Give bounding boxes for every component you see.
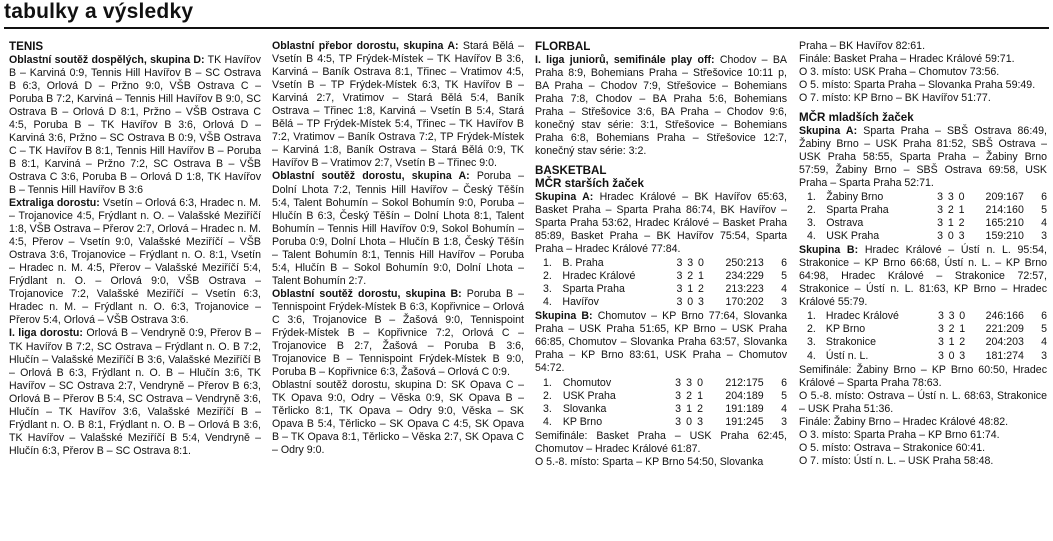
losses-cell: 2	[959, 336, 966, 349]
page-title: tabulky a výsledky	[4, 0, 194, 23]
score-cell: 209:167	[985, 190, 1024, 203]
wins-cell: 0	[687, 296, 694, 309]
table-row	[543, 377, 787, 390]
rank-cell: 1.	[807, 190, 816, 203]
rank-cell: 2.	[543, 389, 552, 402]
wins-cell: 2	[947, 204, 954, 217]
paragraph-text: Oblastní soutěž dorostu, skupina D: SK Opava C – TK Opava 9:0, Odry – Věska 0:9, SK Opava B – Těrlicko 8:1, TK Opava – Odry 9:0, Věska – SK Opava B 5:4, Těrlicko – SK Opava C 4:5, SK Opava B – TK Opava 8:1, Těrlicko – Věska 2:7, SK Opava C – Odry 9:0.	[272, 379, 524, 457]
paragraph	[535, 430, 787, 456]
paragraph	[535, 310, 787, 375]
score-cell: 212:175	[725, 376, 764, 389]
score-cell: 191:189	[725, 402, 764, 415]
paragraph	[535, 54, 787, 158]
paragraph-text: Finále: Žabiny Brno – Hradec Králové 48:82.	[799, 415, 1009, 428]
games-cell: 3	[938, 336, 944, 349]
score-cell: 181:274	[985, 349, 1024, 362]
paragraph-head: Skupina A:	[799, 124, 858, 137]
paragraph	[272, 379, 524, 457]
paragraph	[799, 125, 1047, 190]
table-row	[543, 416, 787, 429]
games-cell: 3	[675, 402, 682, 415]
points-cell: 5	[1041, 323, 1047, 336]
score-cell: 159:210	[985, 230, 1024, 243]
paragraph-text: O 7. místo: KP Brno – BK Havířov 51:77.	[799, 92, 991, 105]
paragraph-text: O 7. místo: Ústí n. L. – USK Praha 58:48.	[799, 454, 994, 467]
team-cell: Ústí n. L.	[825, 349, 869, 362]
games-cell: 3	[676, 296, 683, 309]
rank-cell: 4.	[543, 296, 552, 309]
paragraph-text: Orlová B – Vendryně 0:9, Přerov B – TK Havířov B 7:2, SC Ostrava – Frýdlant n. O. B 7:2, Hlučín – Valašské Meziříčí B 3:6, Valašské Meziříčí B – Orlová B 6:3, Frýdlant n. O. B – Hlučín 3:6, TK Havířov – SC Ostrava 2:7, Vendryně – Přerov B 6:3, Orlová B – Přerov B 5:4, SC Ostrava – Vendryně 3:6, Hlučín – TK Havířov 3:6, Valašské Meziříčí B – Frýdlant n. O. B 8:1, Frýdlant n. O. B – Orlová B 3:6, TK Havířov – Valašské Meziříčí B 5:4, Vendryně – Hlučín 6:3, Přerov B – SC Ostrava 8:1.	[9, 327, 261, 457]
team-cell: Slovanka	[562, 402, 607, 415]
paragraph-head: Skupina B:	[799, 244, 859, 257]
table-row	[543, 296, 787, 309]
losses-cell: 3	[959, 349, 966, 362]
wins-cell: 0	[686, 415, 693, 428]
paragraph	[799, 40, 1047, 53]
paragraph-text: Vsetín – Orlová 6:3, Hradec n. M. – Trojanovice 4:5, Frýdlant n. O. – Valašské Meziříčí 1:8, VŠB Ostrava – Přerov 2:7, Orlová – Hradec n. M. 4:5, Přerov – Vsetín 9:0, Valašské Meziříčí – VŠB Ostrava 3:6, Trojanovice – Frýdlant n. O. 8:1, Vsetín – Hradec n. M. 4:5, Přerov – Valašské Meziříčí 5:4, Frýdlant n. O. – Orlová 9:0, VŠB Ostrava – Trojanovice 7:2, Valašské Meziříčí – Vsetín 6:3, Hradec n. M. – Frýdlant n. O. 6:3, Trojanovice – Přerov 5:4, Orlová – VŠB Ostrava 3:6.	[9, 197, 261, 327]
score-cell: 213:223	[725, 283, 764, 296]
points-cell: 3	[781, 415, 787, 428]
points-cell: 4	[1041, 217, 1047, 230]
paragraph-text: Sparta Praha – SBŠ Ostrava 86:49, Žabiny Brno – USK Praha 81:52, SBŠ Ostrava – USK Praha 58:55, Sparta Praha – Žabiny Brno 57:59, Žabiny Brno – SBŠ Ostrava 69:58, USK Praha – Sparta Praha 52:71.	[799, 124, 1047, 189]
paragraph-head: I. liga dorostu:	[9, 327, 83, 340]
paragraph-head: Oblastní soutěž dorostu, skupina A:	[272, 170, 470, 183]
losses-cell: 3	[698, 296, 704, 309]
table-row	[543, 403, 787, 416]
paragraph	[799, 244, 1047, 309]
paragraph-head: Oblastní soutěž dorostu, skupina B:	[272, 287, 462, 300]
games-cell: 3	[937, 230, 944, 243]
wins-cell: 3	[947, 190, 954, 203]
table-row	[807, 350, 1047, 363]
losses-cell: 1	[959, 323, 966, 336]
paragraph-text: Hradec Králové – BK Havířov 65:63, Basket Praha – Sparta Praha 86:74, BK Havířov – Sparta Praha 53:62, Hradec Králové – Basket Praha 85:89, Basket Praha – BK Havířov 75:54, Sparta Praha – Hradec Králové 77:84.	[535, 190, 787, 256]
paragraph	[535, 456, 787, 469]
rank-cell: 4.	[543, 415, 552, 428]
losses-cell: 1	[958, 204, 965, 217]
paragraph	[799, 364, 1047, 390]
losses-cell: 2	[698, 283, 704, 296]
paragraph-text: Hradec Králové – Ústí n. L. 95:54, Strakonice – KP Brno 66:68, Ústí n. L. – KP Brno 64:98, Hradec Králové – Strakonice 72:57, Strakonice – Ústí n. L. 81:63, KP Brno – Hradec Králové 55:79.	[799, 244, 1047, 309]
games-cell: 3	[938, 349, 944, 362]
games-cell: 3	[938, 310, 944, 323]
paragraph-text: Poruba B – Tennispoint Frýdek-Místek B 6:3, Kopřivnice – Orlová C 3:6, Trojanovice B – Žašová 9:0, Tennispoint Frýdek-Místek B – Kopřivnice 7:2, Orlová C – Trojanovice B 2:7, Žašová – Poruba B 3:6, Trojanovice B – Tennispoint Frýdek-Místek B 9:0, Poruba B – Kopřivnice 6:3, Žašová – Orlová C 0:9.	[272, 287, 524, 379]
paragraph-head: Skupina B:	[535, 310, 593, 323]
paragraph	[799, 416, 1047, 429]
losses-cell: 3	[958, 230, 965, 243]
rank-cell: 4.	[807, 230, 816, 243]
paragraph	[799, 442, 1047, 455]
team-cell: Hradec Králové	[562, 270, 636, 283]
wins-cell: 3	[686, 376, 693, 389]
points-cell: 3	[1041, 230, 1047, 243]
points-cell: 6	[1041, 310, 1047, 323]
points-cell: 6	[781, 376, 787, 389]
games-cell: 3	[937, 190, 944, 203]
paragraph-text: Stará Bělá – Vsetín B 4:5, TP Frýdek-Místek – TK Havířov B 3:6, Karviná – Baník Ostrava 8:1, Třinec – Vratimov 4:5, Vsetín B – TP Frýdek-Místek 6:3, TK Havířov B – Karviná 2:7, Vratimov – Stará Bělá 5:4, Baník Ostrava – Třinec 1:8, Karviná – Vsetín B 5:4, Stará Bělá – TP Frýdek-Místek 5:4, Třinec – TK Havířov B 7:2, Vratimov – Baník Ostrava 7:2, TP Frýdek-Místek – Karviná 1:8, Baník Ostrava – Stará Bělá 0:9, TK Havířov B – Vratimov 2:7, Vsetín B – Třinec 9:0.	[272, 40, 524, 170]
games-cell: 3	[937, 217, 944, 230]
wins-cell: 1	[947, 217, 954, 230]
games-cell: 3	[676, 283, 683, 296]
paragraph-text: Praha – BK Havířov 82:61.	[799, 40, 926, 52]
wins-cell: 2	[686, 389, 693, 402]
paragraph-text: O 5. místo: Sparta Praha – Slovanka Praha 59:49.	[799, 79, 1036, 92]
subsection-heading: MČR mladších žaček	[799, 111, 914, 125]
title-rule	[4, 27, 1049, 29]
table-row	[543, 283, 787, 296]
paragraph-text: O 5. místo: Ostrava – Strakonice 60:41.	[799, 441, 986, 454]
paragraph-text: O 5.-8. místo: Ostrava – Ústí n. L. 68:63, Strakonice – USK Praha 51:36.	[799, 389, 1047, 415]
column-2	[272, 40, 524, 458]
subsection-heading: MČR starších žaček	[535, 177, 644, 191]
paragraph-text: Chodov – BA Praha 8:9, Bohemians Praha – Střešovice 10:11 p, BA Praha – Chodov 7:9, Střešovice – Bohemians Praha 7:8, Chodov – BA Praha 5:6, Bohemians Praha – Střešovice 3:6, BA Praha – Chodov 9:6, konečný stav série: 3:1, Střešovice – Bohemians Praha 6:8, Bohemians Praha – Střešovice 12:7, konečný stav série: 3:2.	[535, 53, 787, 157]
points-cell: 6	[781, 257, 787, 270]
losses-cell: 2	[697, 402, 703, 415]
score-cell: 191:245	[725, 415, 764, 428]
rank-cell: 3.	[543, 402, 552, 415]
games-cell: 3	[675, 389, 682, 402]
paragraph-text: Semifinále: Žabiny Brno – KP Brno 60:50, Hradec Králové – Sparta Praha 78:63.	[799, 363, 1047, 389]
section-heading-tenis: TENIS	[9, 40, 44, 53]
paragraph-text: O 5.-8. místo: Sparta – KP Brno 54:50, Slovanka	[535, 455, 764, 468]
column-4	[799, 40, 1047, 468]
losses-cell: 1	[698, 270, 704, 283]
rank-cell: 3.	[543, 283, 552, 296]
standings-table	[543, 257, 787, 309]
rank-cell: 2.	[543, 270, 552, 283]
games-cell: 3	[938, 323, 944, 336]
paragraph	[799, 390, 1047, 416]
score-cell: 246:166	[985, 310, 1024, 323]
score-cell: 165:210	[985, 217, 1024, 230]
paragraph	[272, 170, 524, 287]
paragraph-text: Semifinále: Basket Praha – USK Praha 62:45, Chomutov – Hradec Králové 61:87.	[535, 429, 787, 455]
table-row	[807, 310, 1047, 323]
paragraph	[799, 53, 1047, 66]
table-row	[807, 230, 1047, 243]
points-cell: 5	[1041, 204, 1047, 217]
paragraph-head: Extraliga dorostu:	[9, 197, 100, 210]
table-row	[807, 191, 1047, 204]
rank-cell: 2.	[807, 204, 816, 217]
points-cell: 6	[1041, 190, 1047, 203]
team-cell: Chomutov	[562, 376, 612, 389]
paragraph	[799, 455, 1047, 468]
table-row	[807, 204, 1047, 217]
team-cell: B. Praha	[562, 257, 604, 270]
wins-cell: 3	[948, 310, 955, 323]
column-1	[9, 40, 261, 458]
team-cell: Sparta Praha	[826, 204, 889, 217]
losses-cell: 0	[958, 190, 965, 203]
paragraph-head: Oblastní soutěž dospělých, skupina D:	[9, 53, 205, 66]
score-cell: 204:203	[985, 336, 1024, 349]
paragraph-text: O 3. místo: Sparta Praha – KP Brno 61:74.	[799, 428, 1000, 441]
table-row	[807, 336, 1047, 349]
paragraph	[799, 92, 1047, 105]
team-cell: Havířov	[562, 296, 599, 309]
score-cell: 170:202	[725, 296, 764, 309]
column-3	[535, 40, 787, 469]
wins-cell: 2	[687, 270, 694, 283]
team-cell: Hradec Králové	[825, 310, 899, 323]
losses-cell: 2	[958, 217, 965, 230]
paragraph-text: Chomutov – KP Brno 77:64, Slovanka Praha – USK Praha 51:65, KP Brno – USK Praha 66:85, Chomutov – Slovanka Praha 63:57, Slovanka Praha – KP Brno 83:61, USK Praha – Chomutov 54:72.	[535, 310, 787, 375]
losses-cell: 0	[698, 257, 704, 270]
standings-table	[807, 191, 1047, 243]
table-row	[543, 257, 787, 270]
paragraph-head: Skupina A:	[535, 190, 594, 203]
paragraph	[9, 54, 261, 198]
score-cell: 214:160	[985, 204, 1024, 217]
paragraph-text: Finále: Basket Praha – Hradec Králové 59:71.	[799, 53, 1015, 66]
paragraph-text: O 3. místo: USK Praha – Chomutov 73:56.	[799, 66, 1000, 79]
points-cell: 4	[781, 402, 787, 415]
losses-cell: 0	[959, 310, 966, 323]
games-cell: 3	[676, 257, 683, 270]
section-heading-florbal: FLORBAL	[535, 40, 591, 53]
paragraph	[9, 197, 261, 327]
losses-cell: 3	[697, 415, 703, 428]
points-cell: 3	[1041, 349, 1047, 362]
games-cell: 3	[676, 270, 683, 283]
paragraph	[799, 79, 1047, 92]
paragraph	[535, 191, 787, 256]
score-cell: 204:189	[725, 389, 764, 402]
games-cell: 3	[675, 376, 682, 389]
losses-cell: 1	[697, 389, 703, 402]
table-row	[543, 390, 787, 403]
score-cell: 234:229	[725, 270, 764, 283]
rank-cell: 4.	[807, 349, 816, 362]
paragraph-text: Poruba – Dolní Lhota 7:2, Tennis Hill Havířov – Český Těšín 5:4, Talent Bohumín – Sokol Bohumín 9:0, Poruba – Hlučín B 6:3, Český Těšín – Dolní Lhota 8:1, Talent Bohumín – Tennis Hill Havířov 0:9, Sokol Bohumín – Poruba 0:9, Dolní Lhota – Hlučín B 1:8, Český Těšín – Talent Bohumín 8:1, Tennis Hill Havířov – Poruba 5:4, Hlučín B – Sokol Bohumín 9:0, Dolní Lhota – Talent Bohumín 2:7.	[272, 170, 525, 287]
wins-cell: 0	[948, 349, 955, 362]
games-cell: 3	[937, 204, 944, 217]
table-row	[807, 217, 1047, 230]
score-cell: 221:209	[985, 323, 1024, 336]
games-cell: 3	[675, 415, 682, 428]
losses-cell: 0	[697, 376, 703, 389]
team-cell: Ostrava	[826, 217, 864, 230]
points-cell: 4	[781, 283, 787, 296]
rank-cell: 2.	[807, 323, 816, 336]
wins-cell: 0	[947, 230, 954, 243]
paragraph	[9, 327, 261, 457]
paragraph	[799, 66, 1047, 79]
paragraph-text: TK Havířov B – Karviná 0:9, Tennis Hill Havířov B – SC Ostrava B 6:3, Orlová D – Pržno 9:0, VŠB Ostrava C – Poruba B 7:2, Karviná – Tennis Hill Havířov B 9:0, SC Ostrava B – Orlová D 8:1, Pržno – VŠB Ostrava C 4:5, Poruba B – TK Havířov B 3:6, Orlová D – Karviná 3:6, Pržno – SC Ostrava B 0:9, VŠB Ostrava C – TK Havířov B 8:1, Tennis Hill Havířov B – Poruba B 8:1, Karviná – Pržno 7:2, SC Ostrava B – VŠB Ostrava C 3:6, Poruba B – Orlová D 1:8, TK Havířov B – Tennis Hill Havířov B 3:6	[9, 53, 261, 196]
score-cell: 250:213	[725, 257, 764, 270]
points-cell: 5	[781, 270, 787, 283]
rank-cell: 1.	[543, 376, 552, 389]
section-heading-basketbal: BASKETBAL	[535, 163, 607, 177]
team-cell: Sparta Praha	[562, 283, 625, 296]
team-cell: USK Praha	[562, 389, 616, 402]
team-cell: Strakonice	[825, 336, 876, 349]
wins-cell: 1	[687, 283, 694, 296]
paragraph	[272, 288, 524, 379]
paragraph	[272, 40, 524, 170]
team-cell: KP Brno	[562, 415, 603, 428]
wins-cell: 1	[948, 336, 955, 349]
table-row	[543, 270, 787, 283]
points-cell: 4	[1041, 336, 1047, 349]
wins-cell: 1	[686, 402, 693, 415]
team-cell: Žabiny Brno	[826, 190, 884, 203]
standings-table	[807, 310, 1047, 362]
paragraph-head: Oblastní přebor dorostu, skupina A:	[272, 40, 459, 52]
paragraph	[799, 429, 1047, 442]
wins-cell: 3	[687, 257, 694, 270]
standings-table	[543, 377, 787, 429]
rank-cell: 3.	[807, 336, 816, 349]
rank-cell: 1.	[543, 257, 552, 270]
table-row	[807, 323, 1047, 336]
rank-cell: 3.	[807, 217, 816, 230]
rank-cell: 1.	[807, 310, 816, 323]
wins-cell: 2	[948, 323, 955, 336]
team-cell: USK Praha	[826, 230, 880, 243]
team-cell: KP Brno	[825, 323, 866, 336]
points-cell: 5	[781, 389, 787, 402]
paragraph-head: I. liga juniorů, semifinále play off:	[535, 53, 715, 66]
points-cell: 3	[781, 296, 787, 309]
